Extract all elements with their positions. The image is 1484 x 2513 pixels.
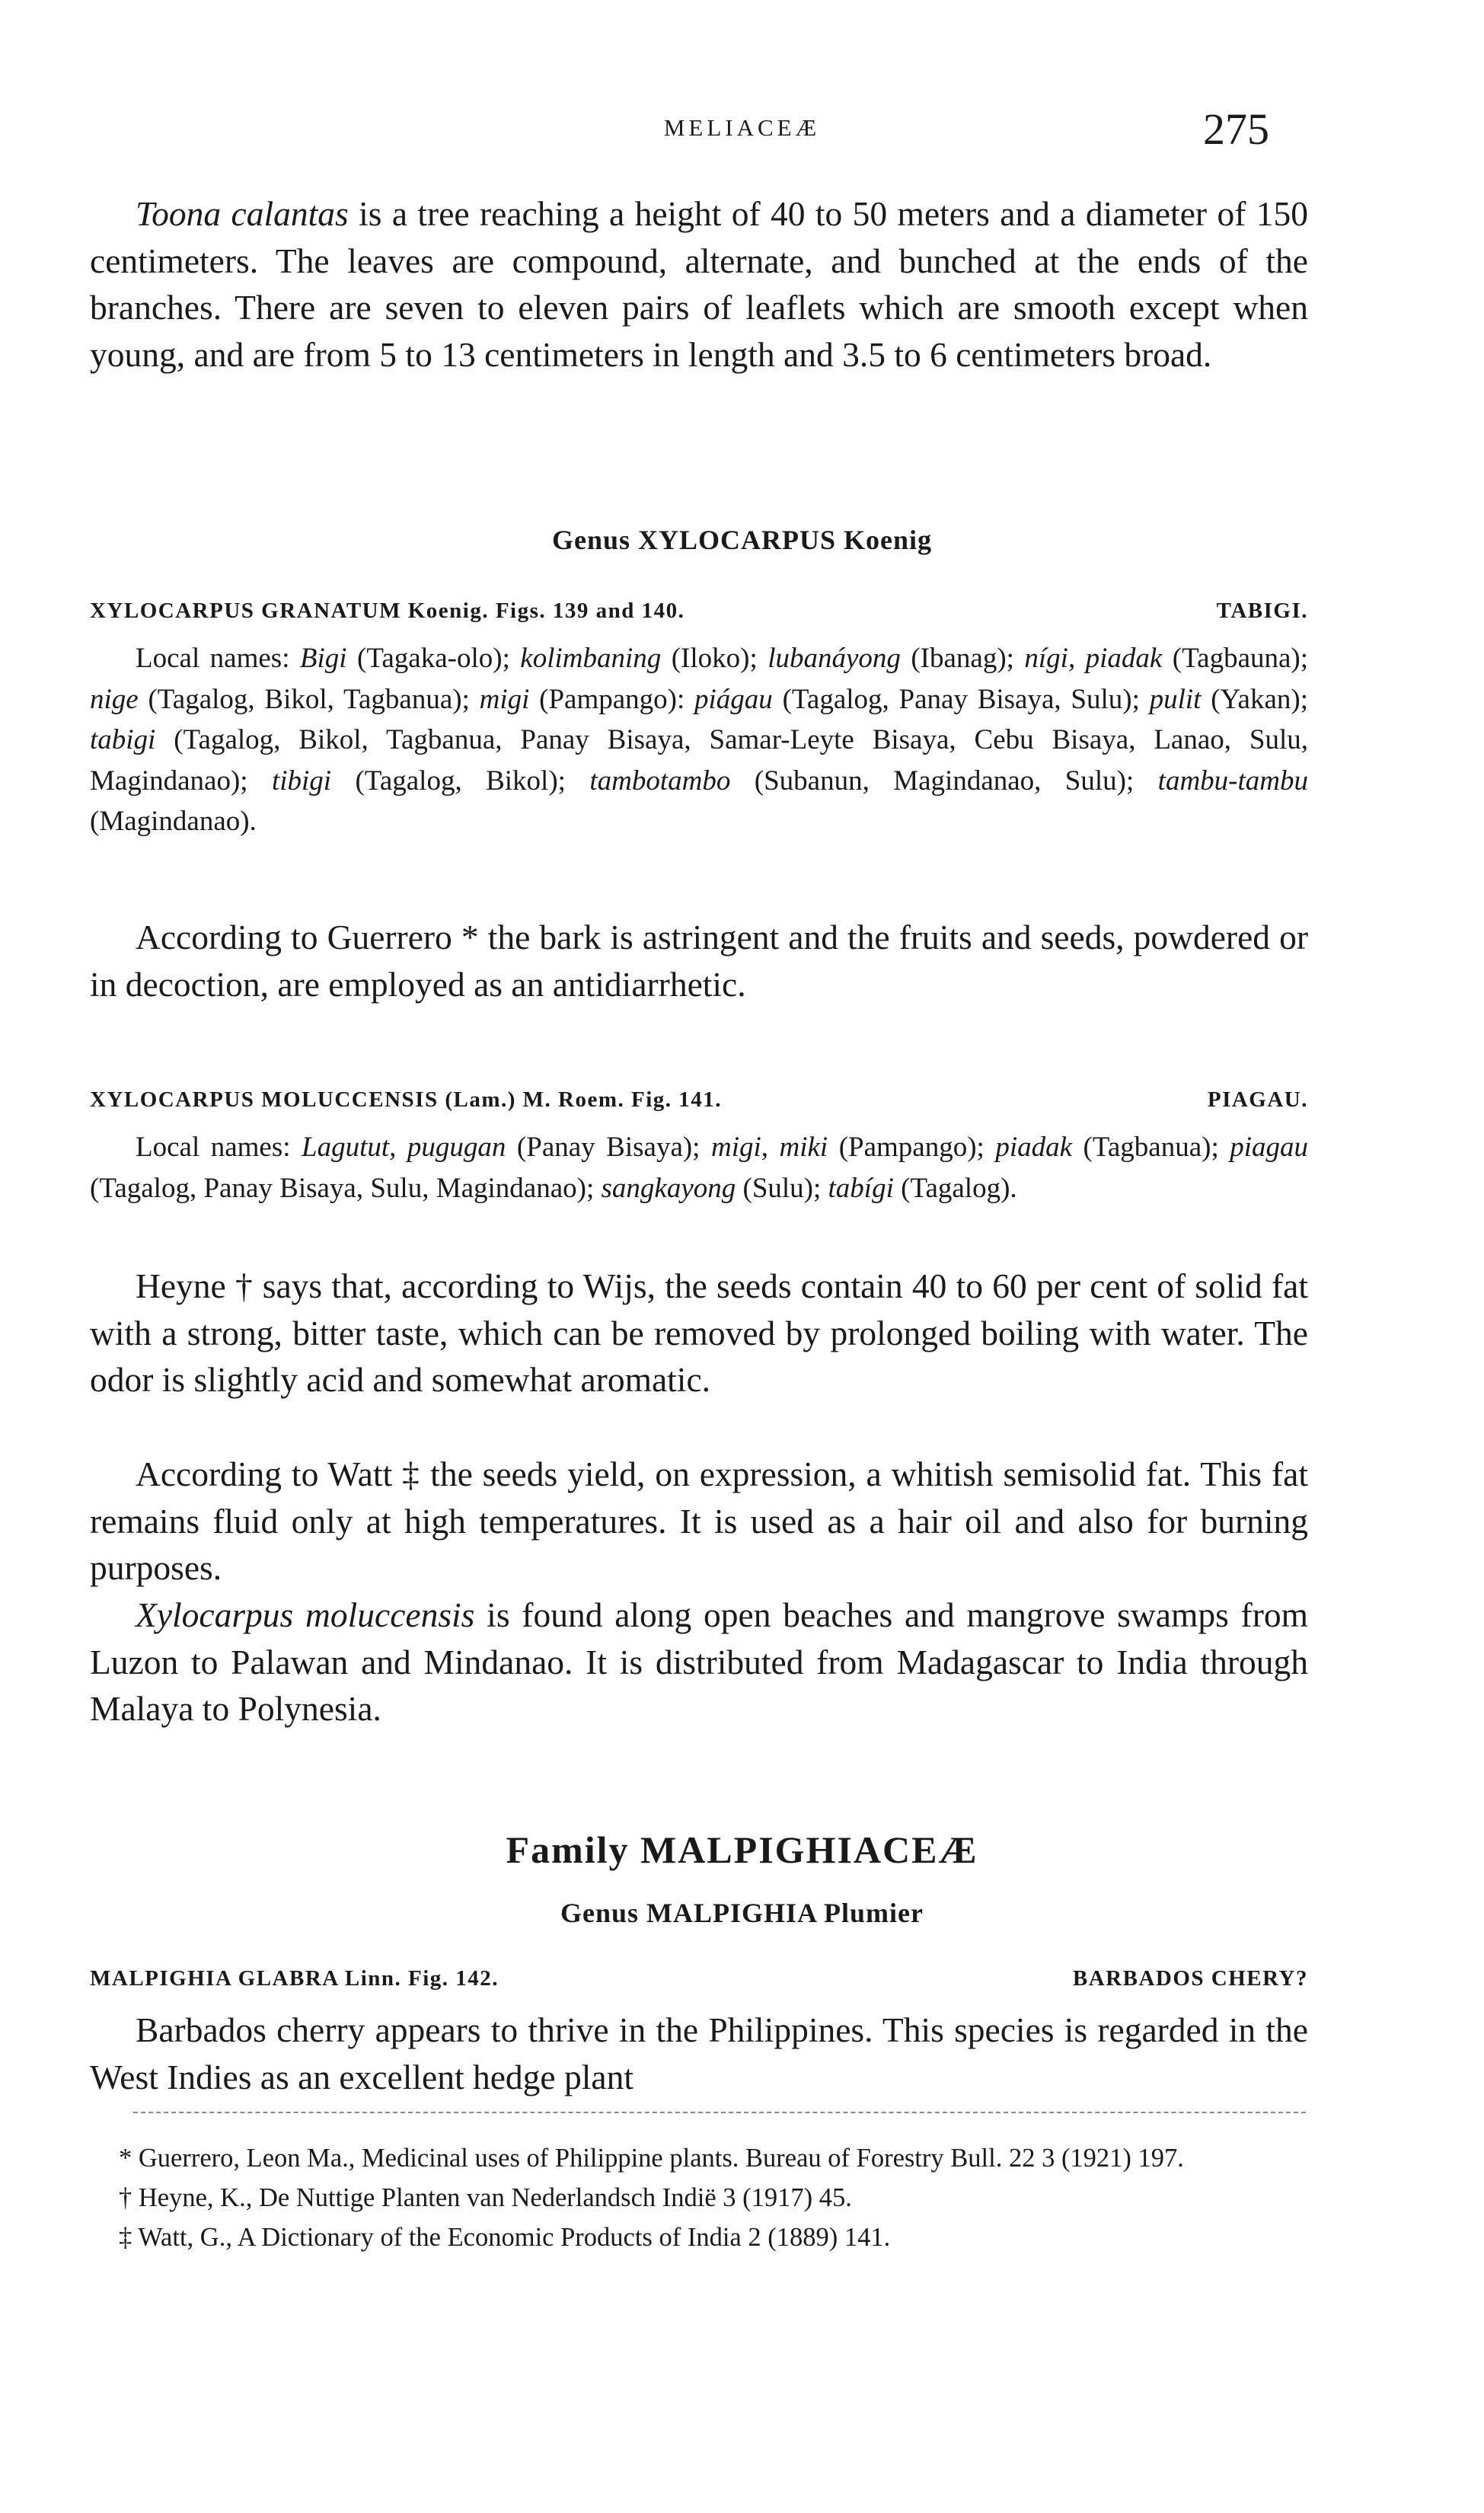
species-name-malpighia: MALPIGHIA GLABRA Linn. Fig. 142. bbox=[90, 1966, 499, 1991]
species-line-moluccensis bbox=[90, 1087, 1308, 1121]
local-names-label: Local names: bbox=[136, 643, 300, 674]
local-name: migi bbox=[479, 683, 530, 715]
species-name-distribution: Xylocarpus moluccensis bbox=[136, 1595, 475, 1634]
footnote-divider bbox=[133, 2112, 1306, 2113]
local-name-places: (Tagalog, Panay Bisaya, Sulu); bbox=[772, 683, 1150, 715]
local-name: pulit bbox=[1149, 683, 1202, 715]
local-name: lubanáyong bbox=[768, 643, 901, 674]
common-name-granatum: TABIGI. bbox=[1216, 599, 1308, 623]
local-name-places: (Pampango): bbox=[529, 683, 695, 715]
species-name-granatum: XYLOCARPUS GRANATUM Koenig. Figs. 139 and 140. bbox=[90, 599, 685, 623]
local-name-places: (Tagalog, Bikol); bbox=[331, 765, 590, 797]
family-heading: Family MALPIGHIACEÆ bbox=[506, 1828, 978, 1871]
local-name: Lagutut, pugugan bbox=[302, 1132, 506, 1163]
local-name: piadak bbox=[995, 1132, 1073, 1163]
genus-heading-malpighia: Genus MALPIGHIA Plumier bbox=[560, 1898, 924, 1928]
local-name: kolimbaning bbox=[520, 643, 662, 674]
local-name: tabígi bbox=[828, 1172, 894, 1204]
footnote-watt: ‡ Watt, G., A Dictionary of the Economic Products of India 2 (1889) 141. bbox=[119, 2223, 891, 2252]
local-name: migi, miki bbox=[710, 1132, 828, 1163]
page-number: 275 bbox=[1203, 104, 1269, 154]
running-head: MELIACEÆ bbox=[663, 114, 821, 141]
local-name-places: (Subanun, Magindanao, Sulu); bbox=[730, 765, 1158, 797]
species-line-malpighia bbox=[90, 1966, 1308, 2000]
footnote-heyne: † Heyne, K., De Nuttige Planten van Nederlandsch Indië 3 (1917) 45. bbox=[119, 2183, 852, 2212]
malpighia-paragraph: Barbados cherry appears to thrive in the Philippines. This species is regarded in the West Indies as an excellent hedge plant bbox=[90, 2010, 1308, 2096]
common-name-moluccensis: PIAGAU. bbox=[1207, 1087, 1308, 1112]
footnotes bbox=[90, 2138, 1308, 2257]
species-name-moluccensis: XYLOCARPUS MOLUCCENSIS (Lam.) M. Roem. Fig. 141. bbox=[90, 1087, 723, 1112]
local-name: nige bbox=[90, 683, 139, 715]
local-name: piagau bbox=[1230, 1132, 1309, 1163]
local-name-places: (Tagalog, Panay Bisaya, Sulu, Magindanao); bbox=[90, 1172, 602, 1204]
local-name: tambotambo bbox=[589, 765, 731, 797]
granatum-uses-paragraph: According to Guerrero * the bark is astringent and the fruits and seeds, powdered or in decoction, are employed as an antidiarrhetic. bbox=[90, 918, 1308, 1004]
local-name: piágau bbox=[694, 683, 773, 715]
local-name-places: (Panay Bisaya); bbox=[506, 1132, 711, 1163]
local-names-moluccensis bbox=[90, 1127, 1308, 1209]
watt-paragraph: According to Watt ‡ the seeds yield, on expression, a whitish semisolid fat. This fat remains fluid only at high temperatures. It is used as a hair oil and also for burning purposes. bbox=[90, 1454, 1308, 1587]
local-name-places: (Sulu); bbox=[736, 1172, 828, 1204]
local-name-places: (Tagbanua); bbox=[1072, 1132, 1230, 1163]
local-name: sangkayong bbox=[601, 1172, 736, 1204]
local-name: nígi, piadak bbox=[1024, 643, 1163, 674]
local-name-places: (Tagalog, Bikol, Tagbanua); bbox=[138, 683, 480, 715]
local-name-places: (Tagalog). bbox=[893, 1172, 1017, 1204]
species-name-toona: Toona calantas bbox=[136, 194, 349, 233]
local-name: tambu-tambu bbox=[1157, 765, 1308, 797]
heyne-paragraph: Heyne † says that, according to Wijs, the seeds contain 40 to 60 per cent of solid fat with a strong, bitter taste, which can be removed by prolonged boiling with water. The odor is slightly acid and somewhat aromatic. bbox=[90, 1266, 1308, 1399]
local-name-places: (Magindanao). bbox=[90, 806, 257, 837]
distribution-paragraph bbox=[90, 1592, 1308, 1732]
local-name-places: (Ibanag); bbox=[900, 643, 1025, 674]
local-name: Bigi bbox=[299, 643, 347, 674]
common-name-malpighia: BARBADOS CHERY? bbox=[1072, 1966, 1308, 1991]
local-name-places: (Tagalog, Bikol, Tagbanua, Panay Bisaya, Samar-Leyte Bisaya, Cebu Bisaya, Lanao, Sulu, Magindanao); bbox=[90, 724, 1308, 797]
genus-heading-xylocarpus: Genus XYLOCARPUS Koenig bbox=[551, 525, 933, 555]
species-line-granatum bbox=[90, 599, 1308, 632]
toona-description: is a tree reaching a height of 40 to 50 meters and a diameter of 150 centimeters. The leaves are compound, alternate, and bunched at the ends of the branches. There are seven to eleven pairs of leaflets which are smooth except when young, and are from 5 to 13 centimeters in length and 3.5 to 6 centimeters broad. bbox=[90, 194, 1308, 374]
local-name: tabigi bbox=[90, 724, 156, 755]
local-name-places: (Iloko); bbox=[661, 643, 768, 674]
local-name-places: (Tagbauna); bbox=[1162, 643, 1309, 674]
page-header bbox=[0, 104, 1484, 160]
local-name: tibigi bbox=[271, 765, 332, 797]
toona-paragraph bbox=[90, 190, 1308, 378]
footnote-guerrero: * Guerrero, Leon Ma., Medicinal uses of Philippine plants. Bureau of Forestry Bull. 22 3 (1921) 197. bbox=[119, 2144, 1184, 2173]
local-names-label: Local names: bbox=[136, 1132, 302, 1163]
local-names-granatum bbox=[90, 638, 1308, 842]
distribution-text: is found along open beaches and mangrove swamps from Luzon to Palawan and Mindanao. It is distributed from Madagascar to India through Malaya to Polynesia. bbox=[90, 1595, 1308, 1728]
local-name-places: (Tagaka-olo); bbox=[346, 643, 521, 674]
local-name-places: (Yakan); bbox=[1201, 683, 1308, 715]
local-name-places: (Pampango); bbox=[828, 1132, 996, 1163]
